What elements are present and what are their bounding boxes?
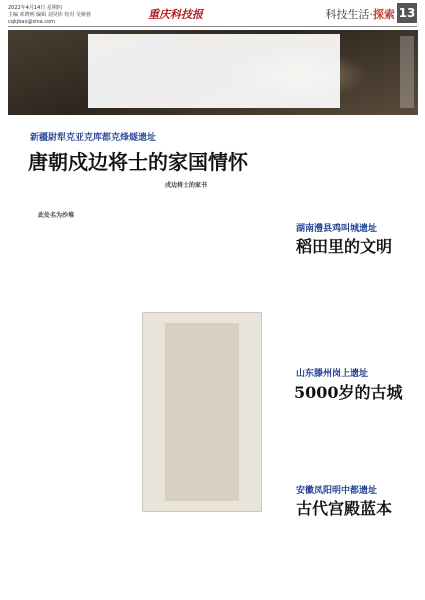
section-prefix: 科技生活· (325, 8, 373, 21)
section-name (326, 6, 396, 22)
page-number: 13 (397, 3, 417, 23)
photo-side-caption (400, 36, 414, 108)
hunan-subtitle: 湖南澧县鸡叫城遗址 (296, 224, 378, 234)
middle-col-header: 戍边将士的家书 (165, 182, 208, 189)
header-info (8, 5, 91, 26)
photo-caption-box (88, 34, 340, 108)
email-line: cqkjbao@sina.com (8, 19, 55, 25)
section-highlight: 探索 (373, 8, 395, 21)
relic-photo (142, 312, 262, 512)
shandong-subtitle: 山东滕州岗上遗址 (296, 369, 369, 379)
hunan-title: 稻田里的文明 (296, 237, 393, 256)
shandong-title: 5000岁的古城 (294, 383, 403, 402)
lead-photo (8, 30, 418, 115)
left-col-header: 此处名为沙堆 (38, 212, 75, 219)
header-rule (8, 26, 417, 27)
lead-subtitle: 新疆尉犁克亚克库都克烽燧遗址 (30, 133, 157, 143)
masthead: 重庆科技报 (148, 8, 203, 21)
anhui-subtitle: 安徽凤阳明中都遗址 (296, 486, 378, 496)
lead-title: 唐朝戍边将士的家国情怀 (28, 150, 248, 174)
editor-line: 主编 邓晓明 编辑 刘昊炜 校对 吴娅蓉 (8, 12, 91, 18)
issue-date: 2022年4月14日 星期四 (8, 5, 62, 11)
anhui-title: 古代宫殿蓝本 (296, 499, 393, 518)
relic-slab (165, 323, 239, 501)
